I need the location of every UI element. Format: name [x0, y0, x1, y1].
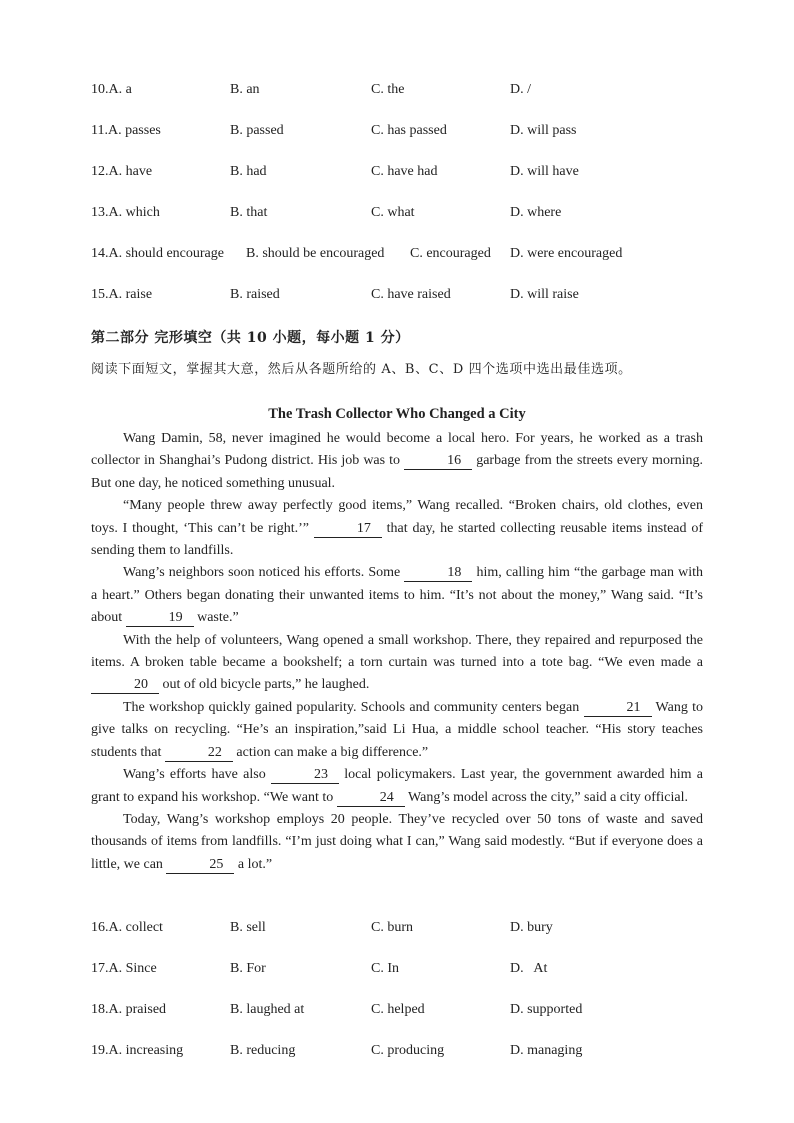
- paragraph-1: [91, 428, 703, 495]
- section-instruction: 阅读下面短文，掌握其大意，然后从各题所给的 A、B、C、D 四个选项中选出最佳选项。: [91, 362, 632, 377]
- option-d: D. /: [510, 82, 531, 97]
- option-a: 15.A. raise: [91, 287, 153, 302]
- option-c: C. In: [371, 961, 399, 976]
- option-c: C. have raised: [371, 287, 451, 302]
- option-b: B. passed: [230, 123, 284, 138]
- text: Wang’s model across the city,” said a city official.: [404, 789, 688, 805]
- option-c: C. helped: [371, 1002, 425, 1017]
- blank-20: 20: [91, 677, 159, 694]
- text: Wang to give talks on recycling. “He’s an inspiration,”said Li Hua, a middle school teacher. “His story teaches students that: [91, 699, 703, 760]
- option-b: B. reducing: [230, 1043, 296, 1058]
- option-b: B. should be encouraged: [246, 246, 385, 261]
- option-a: 18.A. praised: [91, 1002, 167, 1017]
- option-c: C. has passed: [371, 123, 447, 138]
- text: Wang Damin, 58, never imagined he would become a local hero. For years, he worked as a trash collector in Shanghai’s Pudong district. His job was to: [91, 431, 703, 469]
- text: The workshop quickly gained popularity. Schools and community centers began: [123, 699, 584, 715]
- option-d: D. managing: [510, 1043, 583, 1058]
- option-c: C. the: [371, 82, 405, 97]
- option-row-12: [91, 164, 731, 186]
- option-b: B. an: [230, 82, 260, 97]
- option-d: D. will have: [510, 164, 579, 179]
- text: Wang’s efforts have also: [123, 767, 271, 783]
- option-row-11: [91, 123, 731, 145]
- option-row-18: [91, 1002, 731, 1024]
- option-row-13: [91, 205, 731, 227]
- option-b: B. that: [230, 205, 268, 220]
- paragraph-7: [91, 809, 703, 876]
- blank-16: 16: [404, 453, 472, 470]
- option-a: 14.A. should encourage: [91, 246, 224, 261]
- option-d: D. At: [510, 961, 548, 976]
- blank-25: 25: [166, 857, 234, 874]
- option-row-15: [91, 287, 731, 309]
- option-row-19: [91, 1043, 731, 1065]
- option-a: 19.A. increasing: [91, 1043, 184, 1058]
- paragraph-3: [91, 562, 703, 629]
- option-a: 13.A. which: [91, 205, 160, 220]
- blank-23: 23: [271, 767, 339, 784]
- blank-21: 21: [584, 700, 652, 717]
- option-c: C. burn: [371, 920, 413, 935]
- option-row-17: [91, 961, 731, 983]
- option-a: 16.A. collect: [91, 920, 163, 935]
- option-row-14: [91, 246, 731, 268]
- text: local policymakers. Last year, the government awarded him a grant to expand his workshop. “We want to: [91, 767, 703, 805]
- option-b: B. raised: [230, 287, 280, 302]
- option-a: 17.A. Since: [91, 961, 157, 976]
- option-d: D. were encouraged: [510, 246, 623, 261]
- option-b: B. had: [230, 164, 267, 179]
- paragraph-4: [91, 630, 703, 697]
- option-c: C. what: [371, 205, 415, 220]
- option-b: B. For: [230, 961, 266, 976]
- passage-body: [91, 428, 703, 876]
- option-d: D. bury: [510, 920, 553, 935]
- text: that day, he started collecting reusable items instead of sending them to landfills.: [91, 520, 703, 559]
- text: waste.”: [193, 610, 239, 626]
- paragraph-2: [91, 495, 703, 562]
- option-c: C. producing: [371, 1043, 445, 1058]
- option-b: B. sell: [230, 920, 266, 935]
- paragraph-6: [91, 764, 703, 809]
- option-c: C. encouraged: [410, 246, 491, 261]
- option-a: 11.A. passes: [91, 123, 161, 138]
- passage-title: The Trash Collector Who Changed a City: [268, 406, 526, 422]
- blank-22: 22: [165, 745, 233, 762]
- text: out of old bicycle parts,” he laughed.: [159, 677, 370, 693]
- blank-17: 17: [314, 521, 382, 538]
- text: a lot.”: [234, 856, 273, 872]
- text: garbage from the streets every morning. But one day, he noticed something unusual.: [91, 453, 703, 491]
- blank-18: 18: [404, 565, 472, 582]
- text: Wang’s neighbors soon noticed his efforts. Some: [123, 565, 405, 581]
- option-d: D. will raise: [510, 287, 579, 302]
- text: “Many people threw away perfectly good items,” Wang recalled. “Broken chairs, old clothes, even toys. I thought, ‘This can’t be right.’”: [91, 498, 703, 536]
- blank-24: 24: [337, 790, 405, 807]
- text: With the help of volunteers, Wang opened a small workshop. There, they repaired and repurposed the items. A broken table became a bookshelf; a torn curtain was turned into a tote bag. “We even made a: [91, 632, 703, 671]
- option-d: D. supported: [510, 1002, 583, 1017]
- option-row-10: [91, 82, 731, 104]
- section-title: 第二部分 完形填空（共 10 小题，每小题 1 分）: [91, 330, 410, 346]
- option-c: C. have had: [371, 164, 438, 179]
- option-row-16: [91, 920, 731, 942]
- option-d: D. will pass: [510, 123, 577, 138]
- paragraph-5: [91, 697, 703, 764]
- text: him, calling him “the garbage man with a heart.” Others began donating their unwanted items to him. “It’s not about the money,” Wang said. “It’s about: [91, 565, 703, 626]
- option-a: 12.A. have: [91, 164, 153, 179]
- text: action can make a big difference.”: [232, 744, 429, 760]
- option-d: D. where: [510, 205, 562, 220]
- option-a: 10.A. a: [91, 82, 132, 97]
- blank-19: 19: [126, 610, 194, 627]
- text: Today, Wang’s workshop employs 20 people. They’ve recycled over 50 tons of waste and saved thousands of items from landfills. “I’m just doing what I can,” Wang said modestly. “But if everyone does a little, we can: [91, 811, 703, 872]
- option-b: B. laughed at: [230, 1002, 305, 1017]
